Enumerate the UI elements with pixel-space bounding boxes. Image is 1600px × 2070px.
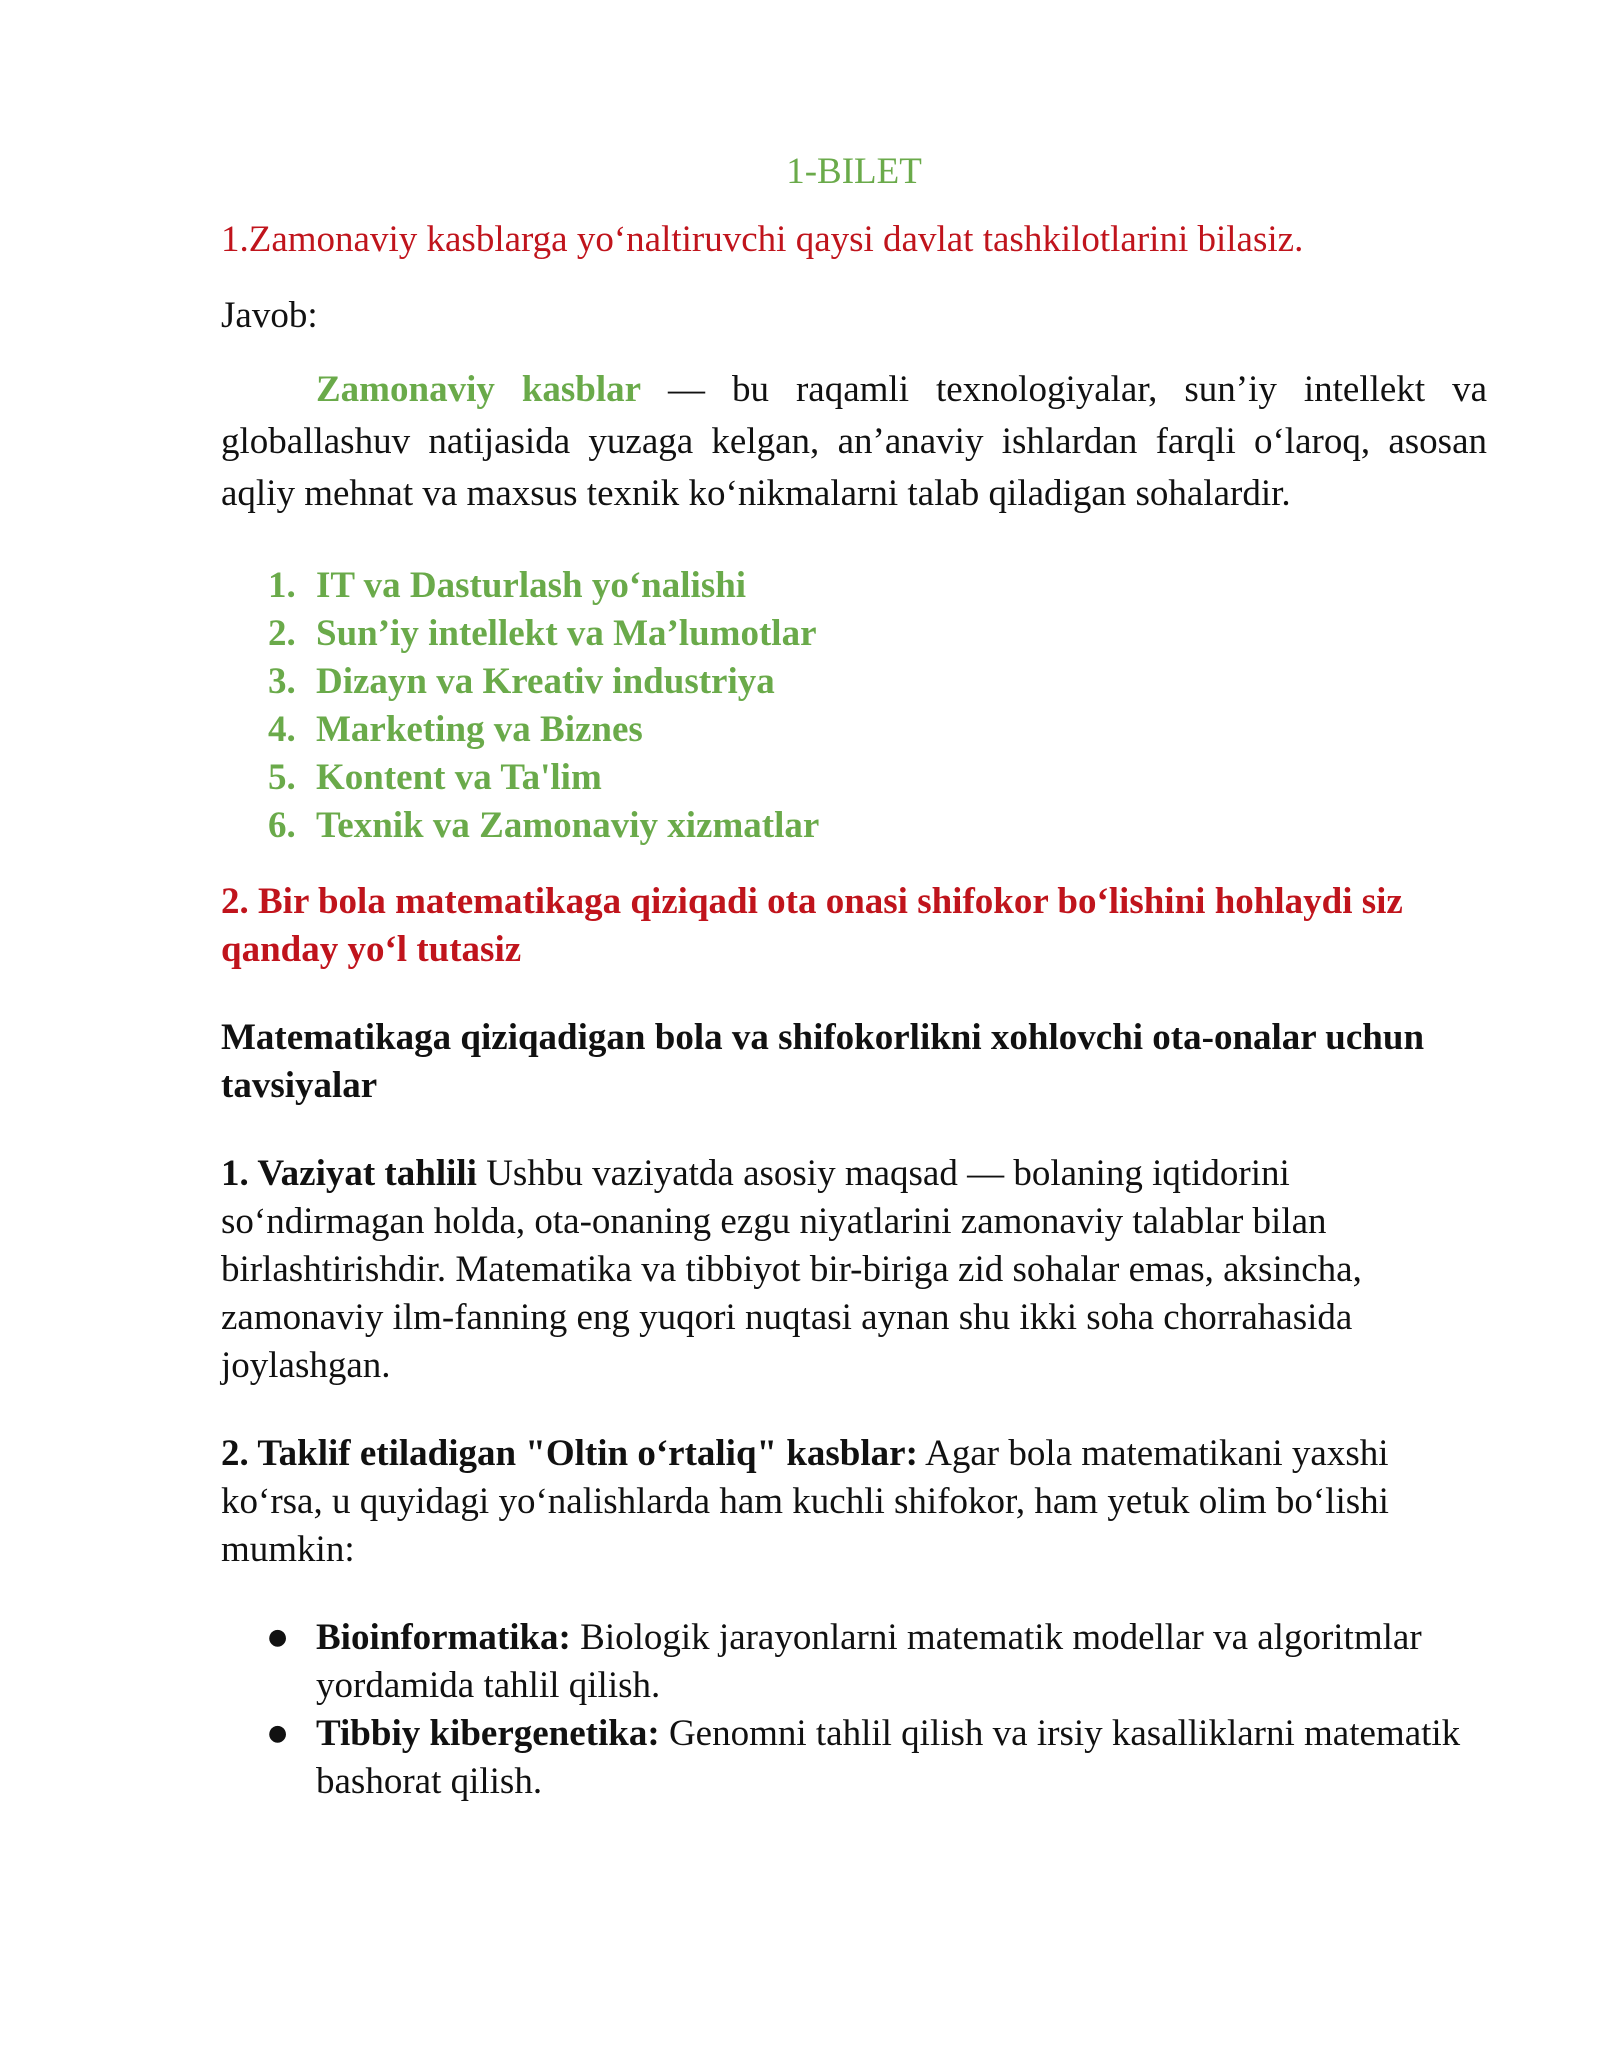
question-1: 1.Zamonaviy kasblarga yo‘naltiruvchi qaysi davlat tashkilotlarini bilasiz. [221,219,1304,260]
bullet-term: Bioinformatika: [316,1617,571,1658]
list-item-number: 6. [268,805,296,846]
list-item-number: 1. [268,565,296,606]
list-item [221,562,1487,610]
list-item-label: Marketing va Biznes [316,709,643,750]
list-item-number: 4. [268,709,296,750]
list-item [221,1614,1487,1710]
list-item-label: IT va Dasturlash yo‘nalishi [316,565,747,606]
list-item-label: Dizayn va Kreativ industriya [316,661,775,702]
section-1-label: 1. Vaziyat tahlili [221,1153,477,1194]
recommendation-heading: Matematikaga qiziqadigan bola va shifokorlikni xohlovchi ota-onalar uchun tavsiyalar [221,1017,1425,1106]
list-item-label: Kontent va Ta'lim [316,757,602,798]
list-item-label: Sun’iy intellekt va Ma’lumotlar [316,613,817,654]
section-1-text: Ushbu vaziyatda asosiy maqsad — bolaning iqtidorini so‘ndirmagan holda, ota-onaning ezgu niyatlarini zamonaviy talablar bilan birlashtirishdir. Matematika va tibbiyot bir-biriga zid sohalar emas, aksincha, zamonaviy ilm-fanning eng yuqori nuqtasi aynan shu ikki soha chorrahasida joylashgan. [221,1153,1362,1386]
list-item [221,802,1487,850]
document-page [221,148,1487,1806]
modern-fields-list [221,562,1487,850]
list-item-label: Texnik va Zamonaviy xizmatlar [316,805,820,846]
question-2: 2. Bir bola matematikaga qiziqadi ota onasi shifokor bo‘lishini hohlaydi siz qanday yo‘l tutasiz [221,881,1403,970]
intro-paragraph [221,364,1487,520]
careers-bullet-list [221,1614,1487,1806]
ticket-title: 1-BILET [786,151,922,192]
list-item [221,1710,1487,1806]
bullet-description: Biologik jarayonlarni matematik modellar va algoritmlar yordamida tahlil qilish. [316,1617,1422,1706]
section-2-text: Agar bola matematikani yaxshi ko‘rsa, u quyidagi yo‘nalishlarda ham kuchli shifokor, ham yetuk olim bo‘lishi mumkin: [221,1433,1389,1570]
section-2-label: 2. Taklif etiladigan "Oltin o‘rtaliq" kasblar: [221,1433,918,1474]
answer-label: Javob: [221,295,318,336]
bullet-icon: ● [268,1721,288,1746]
bullet-icon: ● [268,1625,288,1650]
list-item [221,610,1487,658]
list-item [221,754,1487,802]
intro-term: Zamonaviy kasblar [316,369,642,410]
bullet-term: Tibbiy kibergenetika: [316,1713,660,1754]
bullet-text [316,1710,1487,1806]
list-item-number: 2. [268,613,296,654]
list-item-number: 5. [268,757,296,798]
section-1-paragraph [221,1150,1487,1390]
list-item [221,706,1487,754]
bullet-description: Genomni tahlil qilish va irsiy kasalliklarni matematik bashorat qilish. [316,1713,1461,1802]
section-2-paragraph [221,1430,1487,1574]
bullet-text [316,1614,1487,1710]
intro-text: — bu raqamli texnologiyalar, sun’iy intellekt va globallashuv natijasida yuzaga kelgan, an’anaviy ishlardan farqli o‘laroq, asosan aqliy mehnat va maxsus texnik ko‘nikmalarni talab qiladigan sohalardir. [221,369,1487,514]
list-item [221,658,1487,706]
list-item-number: 3. [268,661,296,702]
